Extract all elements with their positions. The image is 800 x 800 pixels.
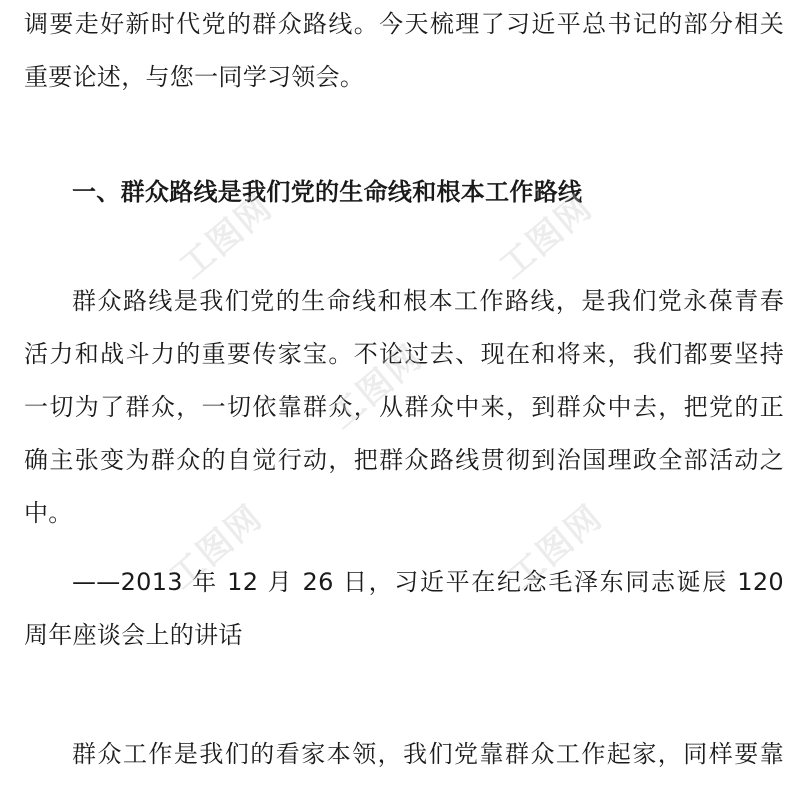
intro-line-2: 重要论述，与您一同学习领会。: [24, 63, 365, 91]
watermark-logo: 工图网: [322, 337, 431, 438]
watermark-logo: 工图网: [492, 187, 601, 288]
paragraph-2-line-1: 群众工作是我们的看家本领，我们党靠群众工作起家，同样要靠: [72, 740, 784, 768]
paragraph-1-line-3: 一切为了群众，一切依靠群众，从群众中来，到群众中去，把党的正: [24, 393, 784, 421]
paragraph-1-line-5: 中。: [24, 499, 73, 527]
watermark-logo: 工图网: [162, 497, 271, 598]
paragraph-1-line-2: 活力和战斗力的重要传家宝。不论过去、现在和将来，我们都要坚持: [24, 340, 784, 368]
source-citation-line-1: ——2013 年 12 月 26 日，习近平在纪念毛泽东同志诞辰 120: [72, 568, 784, 596]
watermark-logo: 工图网: [502, 497, 611, 598]
source-citation-line-2: 周年座谈会上的讲话: [24, 621, 243, 649]
watermark-logo: 工图网: [172, 187, 281, 288]
paragraph-1-line-4: 确主张变为群众的自觉行动，把群众路线贯彻到治国理政全部活动之: [24, 446, 784, 474]
intro-line-1: 调要走好新时代党的群众路线。今天梳理了习近平总书记的部分相关: [24, 10, 784, 38]
paragraph-1-line-1: 群众路线是我们党的生命线和根本工作路线，是我们党永葆青春: [72, 287, 784, 315]
section-heading: 一、群众路线是我们党的生命线和根本工作路线: [72, 178, 583, 206]
